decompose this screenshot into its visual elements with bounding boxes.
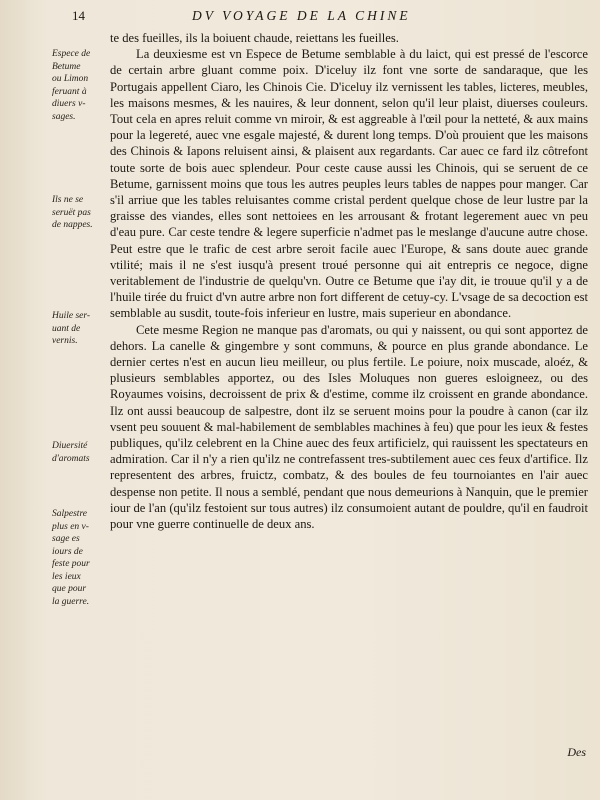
running-head: DV VOYAGE DE LA CHINE [192, 8, 411, 23]
paragraph-continuation: te des fueilles, ils la boiuent chaude, reiettans les fueilles. [110, 31, 399, 45]
page-number: 14 [72, 8, 85, 23]
margin-note-aromats: Diuersité d'aromats [52, 441, 90, 464]
catchword: Des [567, 745, 586, 759]
margin-note-nappes: Ils ne se seruët pas de nappes. [52, 195, 93, 230]
paragraph-aromats: Cete mesme Region ne manque pas d'aromats, ou qui y naissent, ou qui sont apportez de dehors. La canelle & gingembre y sont communs, & pource en plus grande abondance. Le dernier certes n'est en aucun lieu meilleur, ou plus fertile. Le poiure, noix muscade, aloéz, & plusieurs semblables apportez, ou des Isles Moluques non gueres esloigneez, ou des Royaumes voisins, decroissent de prix & d'estime, comme ilz croissent en grande abondance. Ilz ont aussi beaucoup de salpestre, dont ilz se seruent moins pour la poudre à canon (car ilz vsent peu souuent & mal-habilement de semblables machines à feu) que pour les ieux & festes publiques, qu'ilz celebrent en la Chine auec des feux artificielz, qui rauissent les spectateurs en admiration. Car il n'y a rien qu'ilz ne contrefassent tres-subtilement auec ces feux d'artifice. Ilz representent des arbres, fruictz, combatz, & des boules de feu tournoiantes en l'air auec despense non petite. Il nous a semblé, pendant que nous demeurions à Nanquin, que le premier iour de l'an (qu'ilz festoient sur tous autres) ilz consumoient autant de pouldre, qu'il en faudroit pour vne guerre continuelle de deux ans. [110, 322, 588, 532]
margin-note-huile: Huile ser- uant de vernis. [52, 311, 91, 346]
paragraph-betume: La deuxiesme est vn Espece de Betume semblable à du laict, qui est pressé de l'escorce de certain arbre gluant comme poix. D'iceluy ilz font vne sorte de sandaraque, que les Portugais appellent Ciaro, les Chinois Cie. D'iceluy ilz vernissent les tables, licteres, meubles, les maisons mesmes, & les nauires, & leur donnent, selon qu'il leur plaist, diuerses couleurs. Tout cela en apres reluit comme vn miroir, & est aggreable à l'œil pour la netteté, & aux mains pour la legereté, auec vne esgale majesté, & durent long temps. D'où prouient que les maisons des Chinois & Iapons reluisent ainsi, & plaisent aux regardants. Car auec ce fard ilz côtrefont toute sorte de bois auec splendeur. Pour ceste cause aussi les Chinois, qui se seruent de ce Betume, garnissent moins que tous les autres peuples leurs tables de nappes pour manger. Car s'il arriue que les tables reluisantes comme cristal perdent quelque chose de leur lustre par la graisse des viandes, elles sont nettoiees en les arrousant & frotant legerement auec vn peu d'eau pure. Car ceste tendre & legere superficie n'admet pas le meslange d'aucune autre chose. Peut estre que le trafic de cest arbre seroit facile auec l'Europe, & sans doute auec grande vtilité; mais il ne s'est iusqu'à present troué personne qui ait entrepris ce negoce, digne veritablement de l'industrie de quelqu'vn. Outre ce Betume que i'ay dit, ie trouue qu'il y a de l'huile tirée du fruict d'vn autre arbre non fort different de cetuy-cy. L'vsage de sa decoction est semblable au susdit, toute-fois inferieur en lustre, mais superieur en abondance. [110, 47, 588, 321]
margin-note-salpestre: Salpestre plus en v- sage es iours de feste pour les ieux que pour la guerre. [52, 509, 90, 607]
main-text [110, 30, 588, 532]
page-header [72, 8, 582, 28]
margin-note-betume: Espece de Betume ou Limon feruant à diuers v- sages. [52, 49, 91, 122]
